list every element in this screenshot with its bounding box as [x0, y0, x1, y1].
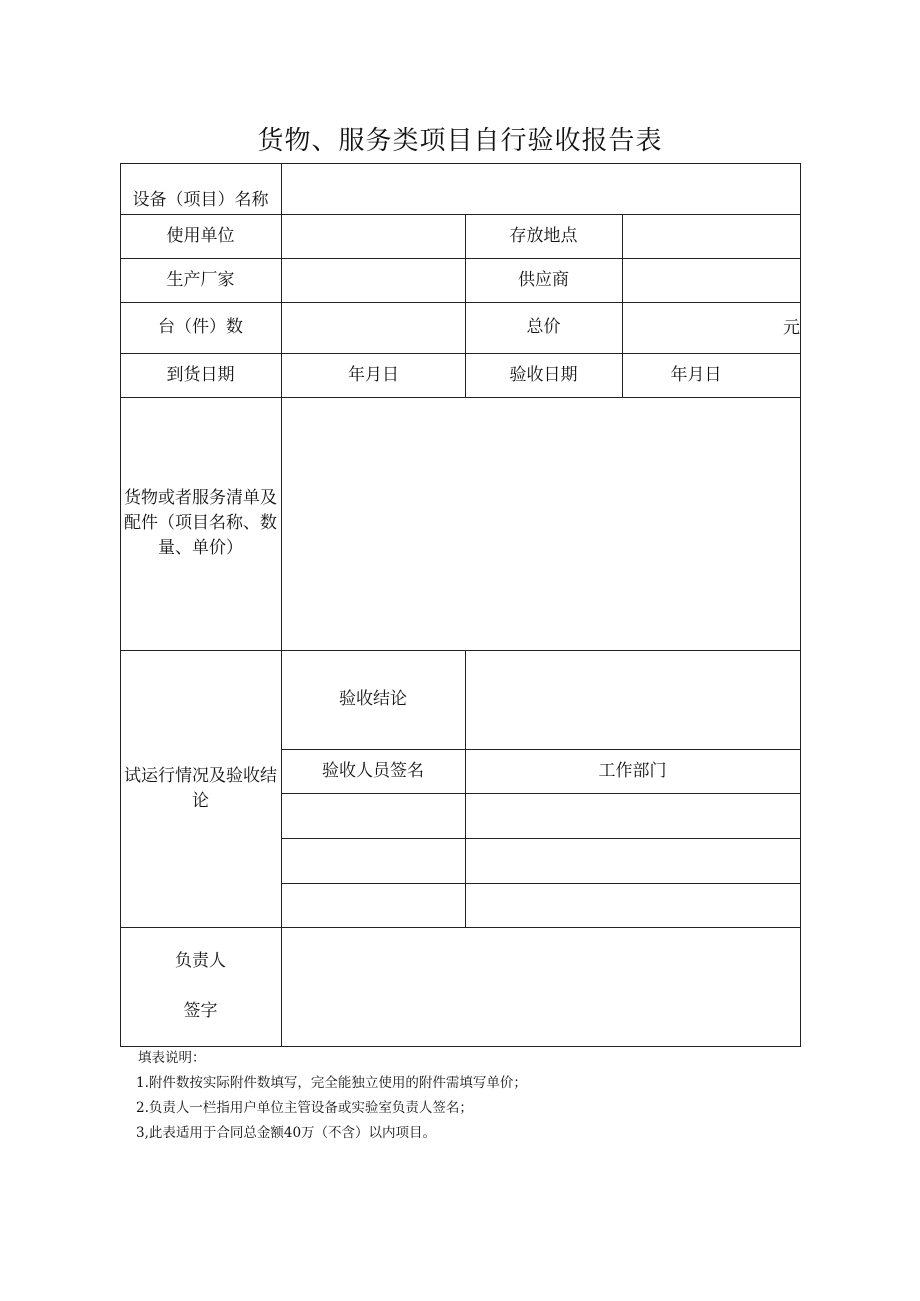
total-price-input[interactable]	[623, 303, 800, 353]
notes-heading: 填表说明：	[138, 1050, 206, 1066]
responsible-signature-input[interactable]	[282, 928, 800, 1046]
manufacturer-input[interactable]	[282, 259, 465, 302]
storage-location-input[interactable]	[623, 215, 800, 258]
inspector-signature-input[interactable]	[282, 794, 465, 838]
trial-conclusion-label: 试运行情况及验收结论	[124, 765, 277, 811]
arrival-date-label: 到货日期	[166, 364, 235, 385]
goods-list-input[interactable]	[282, 398, 800, 650]
conclusion-label: 验收结论	[339, 689, 407, 709]
supplier-label: 供应商	[518, 269, 569, 290]
device-name-label: 设备（项目）名称	[132, 190, 269, 210]
acceptance-form-table	[120, 163, 800, 1047]
use-unit-input[interactable]	[282, 215, 465, 258]
note-item: 2.负责人一栏指用户单位主管设备或实验室负责人签名；	[136, 1100, 473, 1116]
acceptance-date-field[interactable]: 年月日	[670, 365, 722, 385]
department-input[interactable]	[466, 884, 800, 927]
total-price-label: 总价	[526, 317, 561, 337]
storage-location-label: 存放地点	[509, 225, 578, 246]
manufacturer-label: 生产厂家	[166, 269, 235, 290]
department-input[interactable]	[466, 839, 800, 883]
note-item: 3,此表适用于合同总金额40万（不含）以内项目。	[136, 1125, 437, 1141]
form-notes	[120, 1046, 820, 1146]
quantity-input[interactable]	[282, 303, 465, 353]
goods-list-label: 货物或者服务清单及配件（项目名称、数量、单价）	[124, 488, 277, 558]
note-item: 1.附件数按实际附件数填写，完全能独立使用的附件需填写单价；	[136, 1075, 527, 1091]
department-label: 工作部门	[598, 760, 667, 781]
inspector-signature-label: 验收人员签名	[322, 760, 424, 781]
supplier-input[interactable]	[623, 259, 800, 302]
device-name-input[interactable]	[282, 164, 800, 214]
currency-unit: 元	[783, 317, 800, 338]
form-title: 货物、服务类项目自行验收报告表	[257, 126, 663, 156]
responsible-label-cell	[120, 927, 281, 1046]
department-input[interactable]	[466, 794, 800, 838]
arrival-date-field[interactable]: 年月日	[348, 365, 399, 385]
acceptance-date-label: 验收日期	[509, 364, 578, 385]
signature-label: 签字	[183, 1001, 218, 1021]
conclusion-input[interactable]	[466, 651, 800, 749]
inspector-signature-input[interactable]	[282, 839, 465, 883]
use-unit-label: 使用单位	[166, 225, 235, 246]
responsible-label: 负责人	[175, 951, 226, 971]
inspector-signature-input[interactable]	[282, 884, 465, 927]
quantity-label: 台（件）数	[158, 317, 243, 337]
table-border-right	[800, 163, 801, 1047]
